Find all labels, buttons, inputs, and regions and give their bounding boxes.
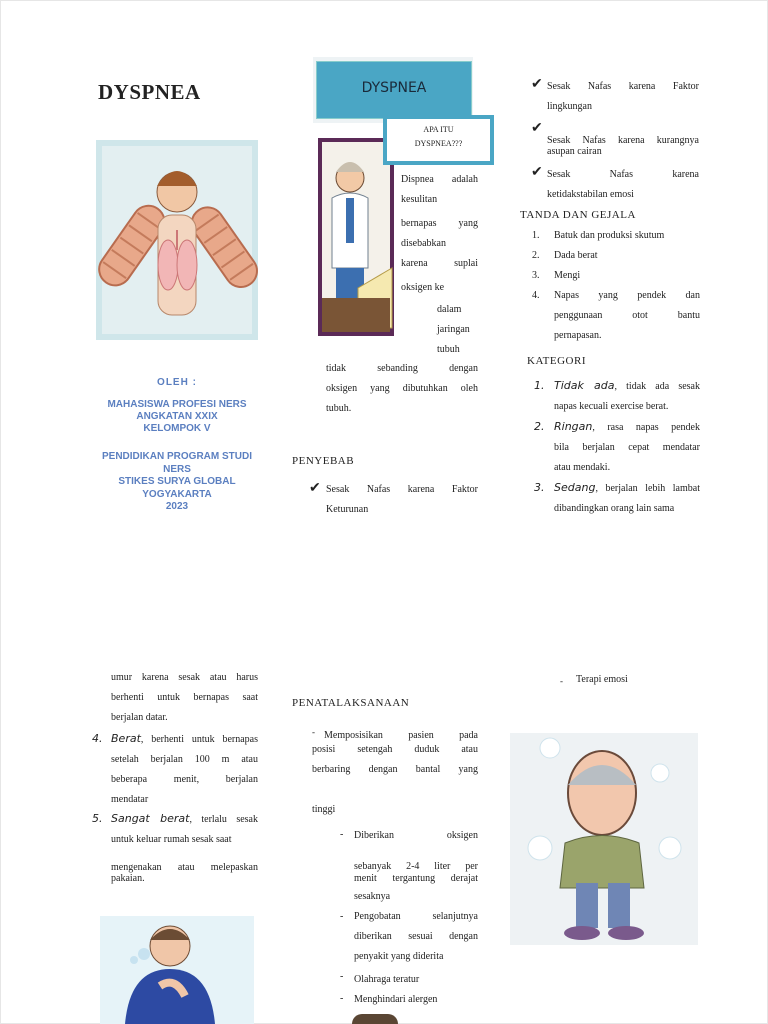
- kategori-text: dibandingkan orang lain sama: [554, 503, 675, 514]
- coughing-man-illustration: [100, 916, 254, 1024]
- kategori-list: [534, 376, 700, 519]
- kategori-number: 3.: [534, 481, 545, 494]
- definition-line: tidak sebanding dengan: [326, 363, 478, 374]
- definition-line: disebabkan: [401, 238, 446, 249]
- check-icon: ✔: [531, 77, 543, 92]
- cause-item: [547, 77, 699, 117]
- treatment-item: [354, 829, 478, 904]
- cause-line: ketidakstabilan emosi: [547, 189, 634, 200]
- tired-man-illustration: [510, 733, 698, 945]
- kategori-text: , tidak ada sesak: [614, 381, 700, 392]
- kategori-text: pakaian.: [111, 873, 145, 884]
- check-icon: ✔: [531, 121, 543, 136]
- kategori-item: [534, 478, 700, 519]
- cause-line: Sesak Nafas karena kurangnya: [547, 135, 699, 146]
- kategori-item: [534, 376, 700, 417]
- kategori-number: 2.: [534, 420, 545, 433]
- kategori-item: [534, 417, 700, 478]
- definition-line: tubuh: [437, 344, 460, 355]
- kategori-name: Sedang: [554, 481, 596, 494]
- kategori-number: 4.: [92, 732, 103, 745]
- kategori-text-block: [111, 862, 258, 884]
- school-info: [88, 451, 266, 514]
- kategori-text: , rasa napas pendek: [592, 422, 700, 433]
- kategori-name: Berat: [111, 732, 141, 745]
- tanda-number: 2.: [532, 250, 540, 261]
- apa-itu-text: [387, 123, 490, 151]
- kategori-text: napas kecuali exercise berat.: [554, 401, 669, 412]
- treatment-item: Olahraga teratur: [354, 974, 420, 985]
- kategori-name: Sangat berat: [111, 812, 190, 825]
- cause-line: Sesak Nafas karena Faktor: [547, 81, 699, 92]
- treatment-line: tinggi: [312, 804, 336, 815]
- header-title: DYSPNEA: [361, 80, 427, 96]
- treatment-item: [354, 907, 478, 967]
- tanda-number: 3.: [532, 270, 540, 281]
- doctor-illustration: [318, 138, 394, 336]
- kategori-text: umur karena sesak atau harus: [111, 672, 258, 683]
- cause-line: asupan cairan: [547, 146, 602, 157]
- kategori-name: Tidak ada: [554, 379, 615, 392]
- treatment-item: [312, 729, 478, 817]
- cause-item: [547, 165, 699, 205]
- leaflet-title: DYSPNEA: [98, 80, 201, 104]
- bullet-dot: -: [312, 727, 315, 737]
- apa-itu-box: [383, 115, 494, 165]
- definition-line: karena suplai: [401, 258, 478, 269]
- treatment-item: Menghindari alergen: [354, 994, 438, 1005]
- cause-item: [547, 135, 699, 157]
- header-banner: [316, 61, 472, 119]
- tanda-text: Napas yang pendek dan: [554, 290, 700, 301]
- treatment-line: Pengobatan selanjutnya: [354, 911, 478, 922]
- treatment-line: sesaknya: [354, 891, 391, 902]
- school-line: STIKES SURYA GLOBAL: [118, 476, 236, 487]
- kategori-text: mengenakan atau melepaskan: [111, 862, 258, 873]
- team-line: KELOMPOK V: [143, 423, 211, 434]
- kategori-text: setelah berjalan 100 m atau: [111, 754, 258, 765]
- kategori-text: atau mendaki.: [554, 462, 611, 473]
- school-line: PENDIDIKAN PROGRAM STUDI NERS: [101, 451, 252, 475]
- kategori-text: , terlalu sesak: [189, 814, 258, 825]
- bullet-dot: -: [340, 971, 344, 982]
- kategori-continuation: [111, 668, 258, 728]
- definition-line: tubuh.: [326, 403, 352, 414]
- tanda-text: penggunaan otot bantu: [554, 310, 700, 321]
- penyebab-line: Sesak Nafas karena Faktor: [326, 484, 478, 495]
- team-info: [96, 399, 258, 435]
- penyebab-title: PENYEBAB: [292, 455, 355, 467]
- kategori-number: 5.: [92, 812, 103, 825]
- bullet-dot: -: [340, 993, 344, 1004]
- treatment-line: Diberikan oksigen: [354, 830, 478, 841]
- kategori-title: KATEGORI: [527, 355, 586, 367]
- bottom-figure-fragment: [352, 1014, 398, 1024]
- treatment-line: Memposisikan pasien pada: [324, 730, 478, 741]
- definition-lower: [326, 359, 478, 419]
- definition-line: Dispnea adalah: [401, 174, 478, 185]
- definition-upper: [401, 170, 478, 298]
- cause-line: lingkungan: [547, 101, 592, 112]
- kategori-text: berjalan datar.: [111, 712, 168, 723]
- oleh-label: OLEH :: [157, 377, 197, 388]
- treatment-line: diberikan sesuai dengan: [354, 931, 478, 942]
- treatment-line: sebanyak 2-4 liter per: [354, 861, 478, 872]
- treatment-line: posisi setengah duduk atau: [312, 744, 478, 755]
- bullet-dot: -: [340, 911, 344, 922]
- cause-line: Sesak Nafas karena: [547, 169, 699, 180]
- tanda-number: 4.: [532, 290, 540, 301]
- tanda-text: Batuk dan produksi skutum: [554, 230, 665, 241]
- kategori-text: , berhenti untuk bernapas: [140, 734, 258, 745]
- school-line: 2023: [165, 501, 189, 512]
- kategori-text: , berjalan lebih lambat: [595, 483, 700, 494]
- kategori-text: beberapa menit, berjalan: [111, 774, 258, 785]
- tanda-item: [532, 226, 700, 246]
- bullet-dot: -: [340, 829, 344, 840]
- kategori-name: Ringan: [554, 420, 593, 433]
- kategori-item-sangat-berat: [92, 809, 258, 850]
- penyebab-line: Keturunan: [326, 504, 369, 515]
- school-line: YOGYAKARTA: [142, 488, 212, 500]
- definition-middle: [437, 300, 470, 360]
- bullet-dot: -: [560, 676, 563, 686]
- treatment-item: Terapi emosi: [576, 674, 628, 685]
- tanda-item: [532, 286, 700, 346]
- definition-line: bernapas yang: [401, 218, 478, 229]
- kategori-item-berat: [92, 729, 258, 810]
- definition-line: oksigen yang dibutuhkan oleh: [326, 383, 478, 394]
- tanda-item: [532, 266, 700, 286]
- check-icon: ✔: [309, 481, 321, 496]
- treatment-line: penyakit yang diderita: [354, 951, 444, 962]
- tanda-title: TANDA DAN GEJALA: [520, 209, 636, 221]
- tanda-list: [532, 226, 700, 346]
- treatment-line: berbaring dengan bantal yang: [312, 764, 478, 775]
- tanda-item: [532, 246, 700, 266]
- team-line: ANGKATAN XXIX: [136, 411, 218, 422]
- apa-itu-line: APA ITU: [423, 125, 454, 134]
- check-icon: ✔: [531, 165, 543, 180]
- kategori-text: mendatar: [111, 794, 149, 805]
- definition-line: kesulitan: [401, 194, 438, 205]
- team-line: MAHASISWA PROFESI NERS: [107, 399, 247, 410]
- kategori-text: bila berjalan cepat mendatar: [554, 442, 700, 453]
- kategori-text: berhenti untuk bernapas saat: [111, 692, 258, 703]
- kategori-number: 1.: [534, 379, 545, 392]
- definition-line: oksigen ke: [401, 282, 445, 293]
- treatment-line: menit tergantung derajat: [354, 873, 478, 884]
- tanda-text: pernapasan.: [554, 330, 602, 341]
- definition-line: dalam: [437, 304, 462, 315]
- tanda-text: Dada berat: [554, 250, 598, 261]
- definition-line: jaringan: [437, 324, 470, 335]
- lungs-illustration: [96, 140, 258, 340]
- penatalaksanaan-title: PENATALAKSANAAN: [292, 697, 410, 709]
- penyebab-item: [326, 480, 478, 520]
- tanda-number: 1.: [532, 230, 540, 241]
- kategori-text: untuk keluar rumah sesak saat: [111, 834, 232, 845]
- tanda-text: Mengi: [554, 270, 581, 281]
- apa-itu-line: DYSPNEA???: [414, 139, 463, 148]
